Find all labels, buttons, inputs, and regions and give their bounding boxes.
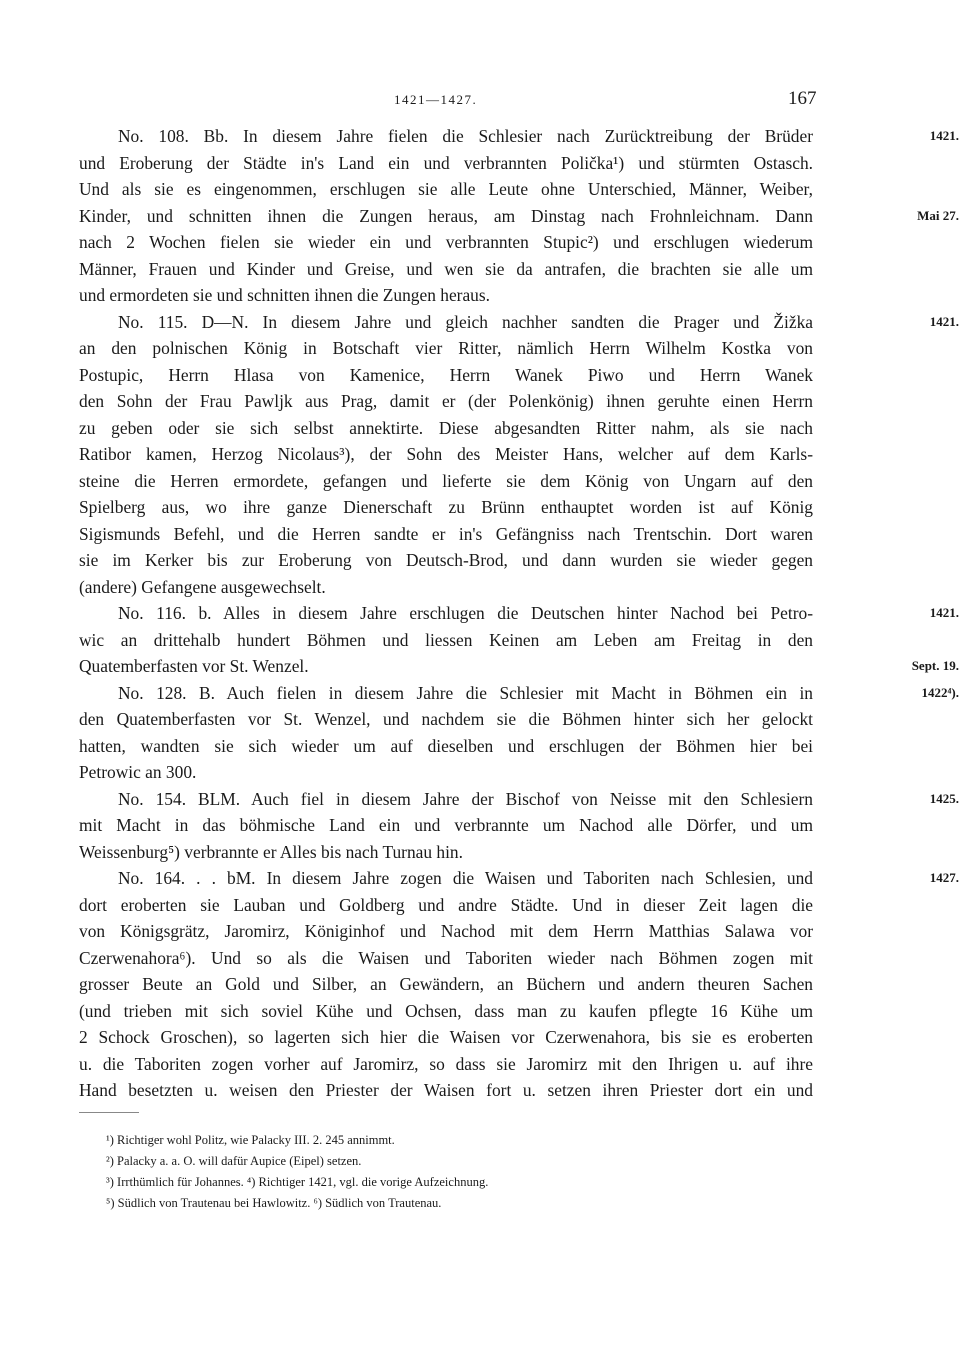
text-line [79,309,959,336]
line-text: den Sohn der Frau Pawljk aus Prag, damit er (der Polenkönig) ihnen geruhte einen Herrn [79,391,813,411]
line-text: Postupic, Herrn Hlasa von Kamenice, Herrn Wanek Piwo und Herrn Wanek [79,364,813,385]
text-line [79,998,813,1025]
footnotes [106,1130,806,1214]
line-text: Petrowic an 300. [79,762,197,782]
line-text: Und als sie es eingenommen, erschlugen sie alle Leute ohne Unterschied, Männer, Weiber, [79,179,813,199]
line-text: Ratibor kamen, Herzog Nicolaus³), der Sohn des Meister Hans, welcher auf dem Karls- [79,444,813,464]
line-text: Sigismunds Befehl, und die Herren sandte er in's Gefängniss nach Trentschin. Dort waren [79,523,813,544]
text-line [79,812,813,839]
text-line [79,415,813,442]
text-line [79,759,813,786]
text-line [79,1024,813,1051]
text-line [79,362,813,389]
line-text: No. 116. b. Alles in diesem Jahre erschlugen die Deutschen hinter Nachod bei Petro- [118,603,813,623]
text-line [79,494,813,521]
page-number: 167 [788,88,817,109]
text-line [79,918,813,945]
text-line [79,441,813,468]
line-text: No. 154. BLM. Auch fiel in diesem Jahre der Bischof von Neisse mit den Schlesiern [118,788,813,809]
text-line [79,468,813,495]
line-text: 2 Schock Groschen), so lagerten sich hier die Waisen vor Czerwenahora, bis sie es eroberten [79,1027,813,1047]
margin-date: Sept. 19. [911,658,959,673]
text-line [79,653,959,680]
line-text: und Eroberung der Städte in's Land ein und verbrannten Polička¹) und stürmten Ostasch. [79,152,813,173]
line-text: Weissenburg⁵) verbrannte er Alles bis nach Turnau hin. [79,841,463,862]
line-text: Spielberg aus, wo ihre ganze Dienerschaft zu Brünn enthauptet worden ist auf König [79,497,813,517]
footnote: ³) Irrthümlich für Johannes. ⁴) Richtiger 1421, vgl. die vorige Aufzeichnung. [106,1175,489,1189]
line-text: an den polnischen König in Botschaft vier Ritter, nämlich Herrn Wilhelm Kostka von [79,338,813,358]
text-line [79,150,813,177]
text-line [79,1051,813,1078]
text-line [79,892,813,919]
footnote: ¹) Richtiger wohl Politz, wie Palacky III. 2. 245 annimmt. [106,1133,395,1147]
text-line [79,123,959,150]
text-line [79,865,959,892]
line-text: grosser Beute an Gold und Silber, an Gewändern, an Büchern und andern theuren Sachen [79,974,813,994]
text-line [79,388,813,415]
text-line [79,176,813,203]
text-line [79,282,813,309]
text-line [79,600,959,627]
text-line [79,945,813,972]
line-text: Quatemberfasten vor St. Wenzel. [79,656,309,676]
line-text: steine die Herren ermordete, gefangen und lieferte sie dem König von Ungarn auf den [79,470,813,491]
text-line [79,256,813,283]
line-text: dort eroberten sie Lauban und Goldberg und andre Städte. Und in dieser Zeit lagen die [79,894,813,915]
line-text: No. 115. D—N. In diesem Jahre und gleich nachher sandten die Prager und Žižka [118,311,813,332]
line-text: Männer, Frauen und Kinder und Greise, und wen sie da antrafen, die brachten sie alle um [79,258,813,279]
margin-date: Mai 27. [917,207,959,223]
footnote: ²) Palacky a. a. O. will dafür Aupice (Eipel) setzen. [106,1154,362,1168]
margin-date: 1427. [929,870,959,885]
text-line [79,786,959,813]
line-text: von Königsgrätz, Jaromirz, Königinhof und Nachod mit dem Herrn Matthias Salawa vor [79,921,813,941]
line-text: No. 128. B. Auch fielen in diesem Jahre die Schlesier mit Macht in Böhmen ein in [118,682,813,703]
line-text: No. 108. Bb. In diesem Jahre fielen die Schlesier nach Zurücktreibung der Brüder [118,126,813,146]
page-header [0,90,960,114]
margin-date: 1425. [929,790,959,806]
text-line [79,335,813,362]
footnote-rule [79,1112,139,1113]
running-title: 1421—1427. [394,92,478,107]
line-text: den Quatemberfasten vor St. Wenzel, und nachdem sie die Böhmen hinter sich her gelockt [79,709,813,729]
text-line [79,839,813,866]
text-line [79,627,813,654]
body-text [79,123,959,1104]
line-text: (und trieben mit sich soviel Kühe und Ochsen, dass man zu kaufen pflegte 16 Kühe um [79,1000,813,1021]
line-text: nach 2 Wochen fielen sie wieder ein und verbrannten Stupic²) und erschlugen wiederum [79,232,813,252]
line-text: und ermordeten sie und schnitten ihnen die Zungen heraus. [79,285,490,305]
line-text: (andere) Gefangene ausgewechselt. [79,576,326,597]
margin-date: 1422⁴). [921,684,959,700]
text-line [79,229,813,256]
line-text: u. die Taboriten zogen vorher auf Jaromirz, so dass sie Jaromirz mit den Ihrigen u. auf ihre [79,1053,813,1074]
footnote: ⁵) Südlich von Trautenau bei Hawlowitz. ⁶) Südlich von Trautenau. [106,1196,442,1210]
line-text: sie im Kerker bis zur Eroberung von Deutsch-Brod, und dann wurden sie wieder gegen [79,550,813,570]
text-line [79,680,959,707]
margin-date: 1421. [929,605,959,620]
text-line [79,203,959,230]
line-text: wic an drittehalb hundert Böhmen und liessen Keinen am Leben am Freitag in den [79,629,813,650]
margin-date: 1421. [929,128,959,143]
line-text: hatten, wandten sie sich wieder um auf dieselben und erschlugen der Böhmen hier bei [79,735,813,756]
text-line [79,547,813,574]
line-text: No. 164. . . bM. In diesem Jahre zogen die Waisen und Taboriten nach Schlesien, und [118,868,813,888]
text-line [79,706,813,733]
margin-date: 1421. [929,313,959,329]
line-text: Kinder, und schnitten ihnen die Zungen heraus, am Dinstag nach Frohnleichnam. Dann [79,205,813,226]
text-line [79,521,813,548]
text-line [79,1077,813,1104]
line-text: mit Macht in das böhmische Land ein und verbrannte um Nachod alle Dörfer, und um [79,815,813,835]
text-line [79,733,813,760]
line-text: zu geben oder sie sich selbst annektirte. Diese abgesandten Ritter nahm, als sie nach [79,417,813,438]
line-text: Czerwenahora⁶). Und so als die Waisen und Taboriten wieder nach Böhmen zogen mit [79,947,813,968]
text-line [79,574,813,601]
text-line [79,971,813,998]
line-text: Hand besetzten u. weisen den Priester der Waisen fort u. setzen ihren Priester dort ein und [79,1080,813,1100]
